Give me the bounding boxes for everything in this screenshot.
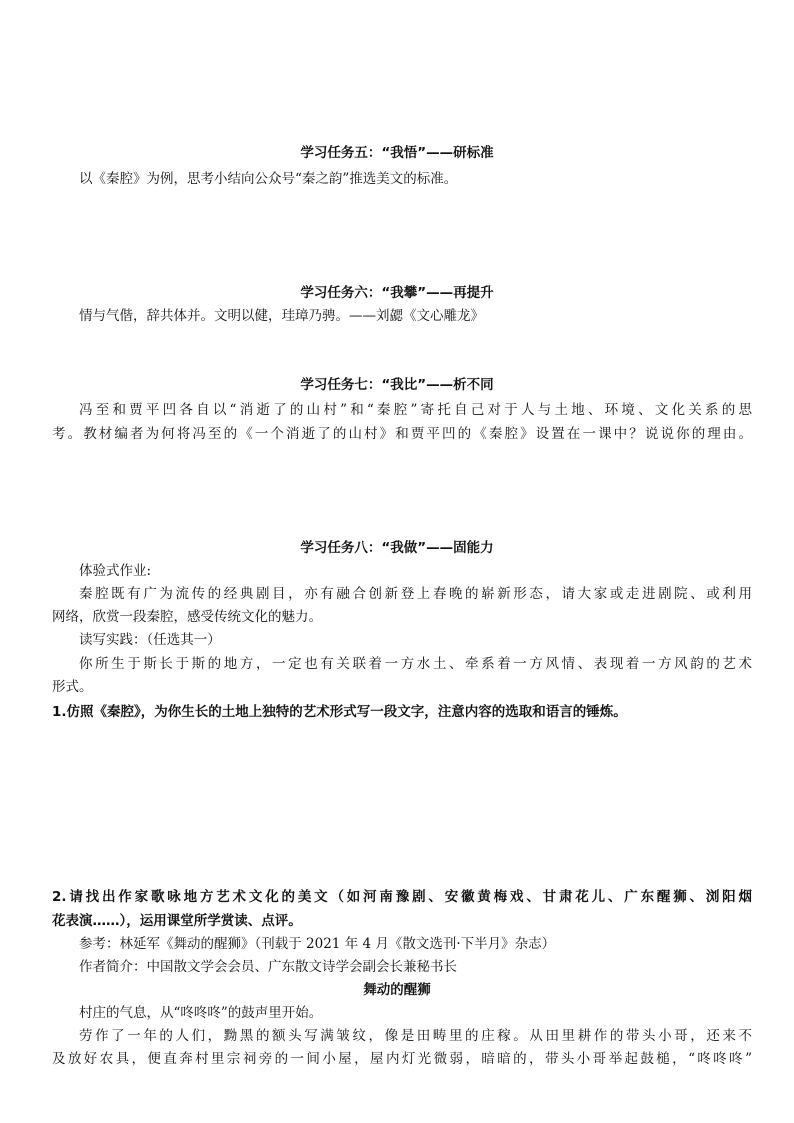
essay-title: 舞动的醒狮	[363, 982, 431, 998]
option2-line1: 2.请找出作家歌咏地方艺术文化的美文（如河南豫剧、安徽黄梅戏、甘肃花儿、广东醒狮、浏阳烟	[52, 889, 752, 905]
task5-heading: 学习任务五：“我悟”——研标准	[300, 145, 494, 161]
task7-paragraph-line1: 冯至和贾平凹各自以“消逝了的山村”和“秦腔”寄托自己对于人与土地、环境、文化关系的思	[79, 402, 752, 418]
essay-para2-line1: 劳作了一年的人们，黝黑的额头写满皱纹，像是田畴里的庄稼。从田里耕作的带头小哥，还来不	[79, 1028, 752, 1044]
practice-label: 读写实践：（任选其一）	[79, 632, 221, 648]
task6-quote: 情与气偕，辞共体并。文明以健，珪璋乃骋。——刘勰《文心雕龙》	[79, 308, 484, 324]
essay-para2-line2: 及放好农具，便直奔村里宗祠旁的一间小屋，屋内灯光微弱，暗暗的，带头小哥举起鼓槌，“咚咚咚”	[52, 1051, 752, 1067]
experience-line1: 秦腔既有广为流传的经典剧目，亦有融合创新登上春晚的崭新形态，请大家或走进剧院、或利用	[79, 586, 752, 602]
task8-heading: 学习任务八：“我做”——固能力	[300, 540, 494, 556]
practice-line2: 形式。	[52, 679, 93, 695]
experience-line2: 网络，欣赏一段秦腔，感受传统文化的魅力。	[52, 609, 322, 625]
reference: 参考：林延军《舞动的醒狮》（刊载于 2021 年 4 月《散文选刊·下半月》杂志）	[79, 936, 556, 952]
task5-body: 以《秦腔》为例，思考小结向公众号“秦之韵”推选美文的标准。	[79, 171, 458, 187]
option2-line2: 花表演……），运用课堂所学赏读、点评。	[52, 913, 302, 929]
task7-heading: 学习任务七：“我比”——析不同	[300, 377, 494, 393]
task7-paragraph-line2: 考。教材编者为何将冯至的《一个消逝了的山村》和贾平凹的《秦腔》设置在一课中？说说你的理由。	[52, 426, 752, 442]
essay-para1: 村庄的气息，从“咚咚咚”的鼓声里开始。	[79, 1005, 323, 1021]
practice-line1: 你所生于斯长于斯的地方，一定也有关联着一方水土、牵系着一方风情、表现着一方风韵的艺术	[79, 656, 752, 672]
author-intro: 作者简介：中国散文学会会员、广东散文诗学会副会长兼秘书长	[79, 959, 457, 975]
experience-label: 体验式作业:	[79, 563, 152, 579]
task6-heading: 学习任务六：“我攀”——再提升	[300, 285, 494, 301]
option1: 1.仿照《秦腔》，为你生长的土地上独特的艺术形式写一段文字，注意内容的选取和语言的锤炼。	[52, 704, 627, 720]
